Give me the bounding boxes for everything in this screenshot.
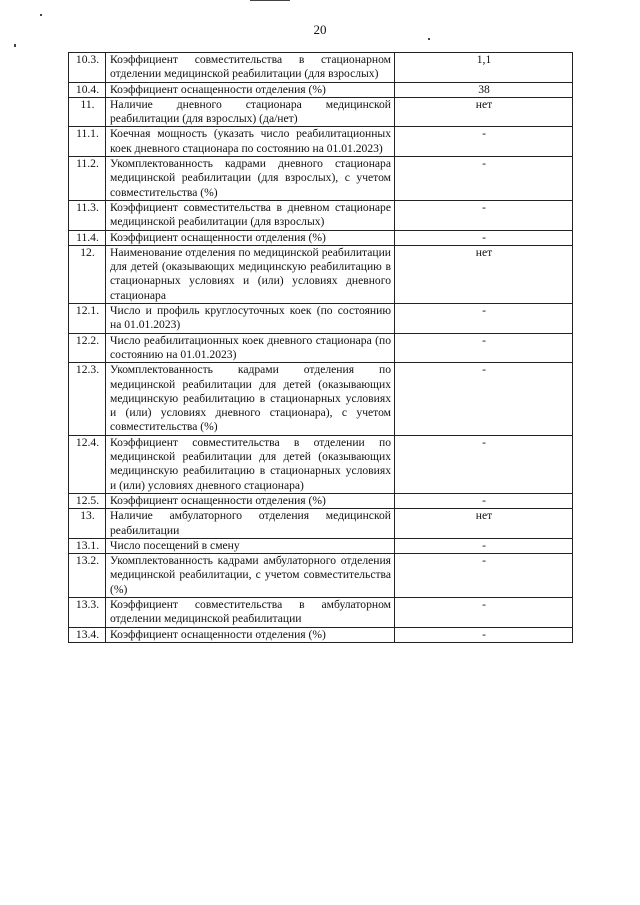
table-row xyxy=(69,554,573,598)
row-number: 13.3. xyxy=(69,597,106,627)
row-value: нет xyxy=(395,509,573,539)
row-number: 12.1. xyxy=(69,304,106,334)
row-description: Коэффициент совместительства в амбулаторном отделении медицинской реабилитации xyxy=(106,597,395,627)
row-value: - xyxy=(395,435,573,493)
row-number: 12.5. xyxy=(69,493,106,508)
table-row xyxy=(69,509,573,539)
table-row xyxy=(69,245,573,303)
row-number: 13.2. xyxy=(69,554,106,598)
row-value: - xyxy=(395,230,573,245)
row-value: - xyxy=(395,538,573,553)
table-row xyxy=(69,82,573,97)
row-number: 11.4. xyxy=(69,230,106,245)
row-description: Наличие дневного стационара медицинской реабилитации (для взрослых) (да/нет) xyxy=(106,97,395,127)
table-row xyxy=(69,333,573,363)
row-description: Число реабилитационных коек дневного стационара (по состоянию на 01.01.2023) xyxy=(106,333,395,363)
row-number: 13.4. xyxy=(69,627,106,642)
table-row xyxy=(69,493,573,508)
table-row xyxy=(69,97,573,127)
table-row xyxy=(69,230,573,245)
row-value: - xyxy=(395,363,573,435)
row-description: Число и профиль круглосуточных коек (по состоянию на 01.01.2023) xyxy=(106,304,395,334)
row-number: 13.1. xyxy=(69,538,106,553)
row-description: Наличие амбулаторного отделения медицинской реабилитации xyxy=(106,509,395,539)
page-number: 20 xyxy=(313,22,327,37)
row-number: 13. xyxy=(69,509,106,539)
row-description: Укомплектованность кадрами амбулаторного отделения медицинской реабилитации, с учетом совместительства (%) xyxy=(106,554,395,598)
row-description: Коэффициент оснащенности отделения (%) xyxy=(106,82,395,97)
indicators-table xyxy=(68,52,573,643)
row-value: - xyxy=(395,304,573,334)
row-number: 10.4. xyxy=(69,82,106,97)
row-number: 11.3. xyxy=(69,200,106,230)
row-description: Коэффициент совместительства в дневном стационаре медицинской реабилитации (для взрослых) xyxy=(106,200,395,230)
table-row xyxy=(69,157,573,201)
row-number: 10.3. xyxy=(69,53,106,83)
row-value: - xyxy=(395,493,573,508)
row-value: - xyxy=(395,627,573,642)
scan-speck xyxy=(250,0,290,1)
row-number: 12.2. xyxy=(69,333,106,363)
row-description: Укомплектованность кадрами дневного стационара медицинской реабилитации (для взрослых), с учетом совместительства (%) xyxy=(106,157,395,201)
row-number: 12.3. xyxy=(69,363,106,435)
row-value: - xyxy=(395,157,573,201)
row-number: 11.2. xyxy=(69,157,106,201)
table-row xyxy=(69,53,573,83)
table-row xyxy=(69,538,573,553)
row-value: нет xyxy=(395,245,573,303)
row-number: 11.1. xyxy=(69,127,106,157)
row-number: 12.4. xyxy=(69,435,106,493)
row-value: нет xyxy=(395,97,573,127)
row-value: - xyxy=(395,127,573,157)
row-description: Число посещений в смену xyxy=(106,538,395,553)
row-description: Коэффициент оснащенности отделения (%) xyxy=(106,230,395,245)
table-row xyxy=(69,127,573,157)
row-value: - xyxy=(395,554,573,598)
row-description: Коечная мощность (указать число реабилитационных коек дневного стационара по состоянию на 01.01.2023) xyxy=(106,127,395,157)
row-value: - xyxy=(395,597,573,627)
table-row xyxy=(69,597,573,627)
indicators-table-body xyxy=(69,53,573,643)
row-description: Коэффициент оснащенности отделения (%) xyxy=(106,627,395,642)
scan-speck xyxy=(40,14,42,16)
table-row xyxy=(69,363,573,435)
row-number: 11. xyxy=(69,97,106,127)
row-description: Наименование отделения по медицинской реабилитации для детей (оказывающих медицинскую реабилитацию в стационарных условиях и (или) условиях дневного стационара xyxy=(106,245,395,303)
scan-speck xyxy=(14,44,16,47)
row-description: Укомплектованность кадрами отделения по медицинской реабилитации для детей (оказывающих медицинскую реабилитацию в стационарных условиях и (или) условиях дневного стационара), с учетом совместительства (%) xyxy=(106,363,395,435)
row-description: Коэффициент совместительства в стационарном отделении медицинской реабилитации (для взрослых) xyxy=(106,53,395,83)
row-value: - xyxy=(395,333,573,363)
table-row xyxy=(69,627,573,642)
row-description: Коэффициент оснащенности отделения (%) xyxy=(106,493,395,508)
table-row xyxy=(69,435,573,493)
table-row xyxy=(69,304,573,334)
scan-speck xyxy=(428,38,430,40)
row-value: 38 xyxy=(395,82,573,97)
row-description: Коэффициент совместительства в отделении по медицинской реабилитации для детей (оказывающих медицинскую реабилитацию в стационарных условиях и (или) условиях дневного стационара) xyxy=(106,435,395,493)
row-value: - xyxy=(395,200,573,230)
row-value: 1,1 xyxy=(395,53,573,83)
table-row xyxy=(69,200,573,230)
row-number: 12. xyxy=(69,245,106,303)
